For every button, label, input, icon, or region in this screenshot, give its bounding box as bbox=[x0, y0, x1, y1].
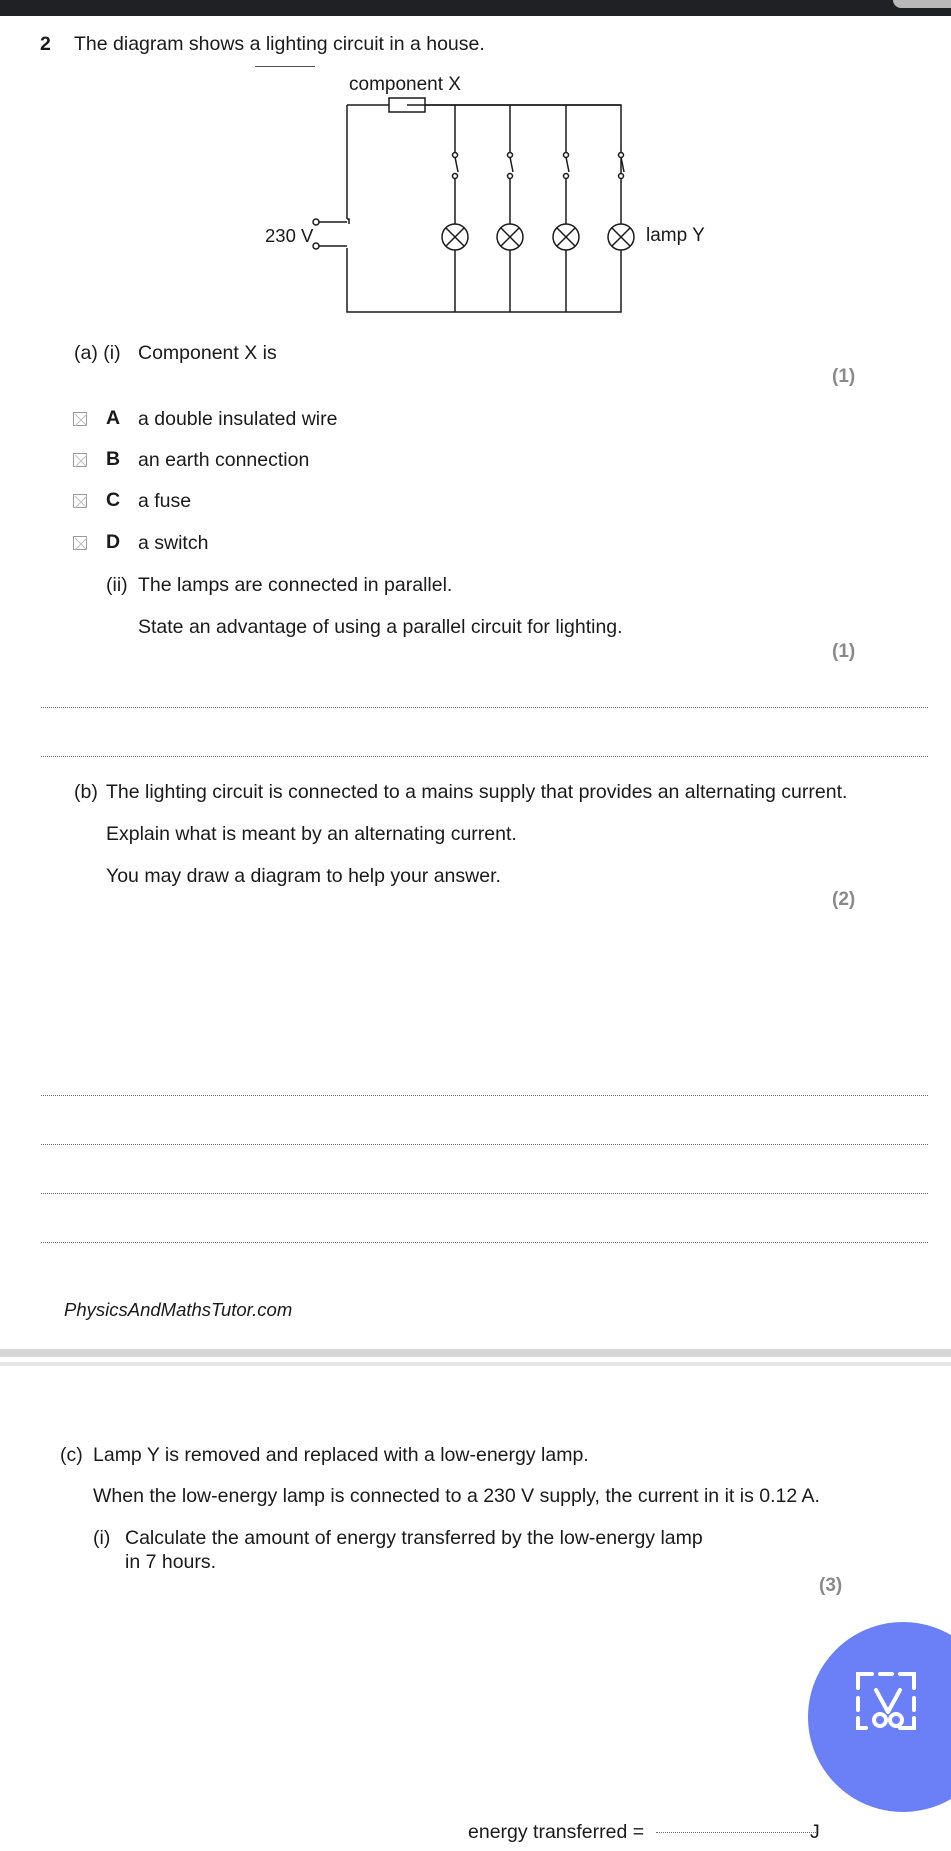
part-b-prompt: Explain what is meant by an alternating current. bbox=[106, 823, 517, 845]
screenshot-crop-button[interactable] bbox=[808, 1622, 951, 1812]
answer-line[interactable] bbox=[41, 756, 928, 757]
part-a-ii-marks: (1) bbox=[832, 641, 856, 662]
status-bar-pill bbox=[893, 0, 951, 8]
energy-unit: J bbox=[810, 1821, 820, 1843]
option-d-text: a switch bbox=[138, 532, 209, 554]
energy-transferred-label: energy transferred = bbox=[468, 1821, 645, 1843]
answer-line[interactable] bbox=[41, 1095, 928, 1096]
part-c-statement: Lamp Y is removed and replaced with a low-energy lamp. bbox=[93, 1444, 589, 1466]
energy-answer-line[interactable] bbox=[656, 1832, 816, 1833]
question-stem: The diagram shows a lighting circuit in a house. bbox=[74, 33, 485, 55]
option-b-text: an earth connection bbox=[138, 449, 310, 471]
part-a-i-label: (a) (i) bbox=[74, 342, 121, 364]
option-d-checkbox[interactable] bbox=[73, 536, 87, 550]
part-c-i-marks: (3) bbox=[819, 1575, 843, 1596]
option-b-checkbox[interactable] bbox=[73, 453, 87, 467]
screenshot-crop-scissors-icon bbox=[852, 1666, 924, 1736]
lighting-circuit-diagram bbox=[255, 66, 725, 326]
option-c-checkbox[interactable] bbox=[73, 494, 87, 508]
part-a-ii-statement: The lamps are connected in parallel. bbox=[138, 574, 453, 596]
part-c-label: (c) bbox=[60, 1444, 83, 1466]
status-bar bbox=[0, 0, 951, 16]
part-a-i-marks: (1) bbox=[832, 366, 856, 387]
part-b-statement: The lighting circuit is connected to a mains supply that provides an alternating current. bbox=[106, 781, 848, 803]
option-d-letter: D bbox=[106, 531, 121, 553]
option-a-text: a double insulated wire bbox=[138, 408, 338, 430]
part-c-i-label: (i) bbox=[93, 1527, 111, 1549]
lamp-y-label: lamp Y bbox=[646, 225, 705, 246]
component-x-label: component X bbox=[349, 74, 461, 95]
part-a-ii-label: (ii) bbox=[106, 574, 128, 596]
option-c-text: a fuse bbox=[138, 490, 192, 512]
part-a-i-prompt: Component X is bbox=[138, 342, 277, 364]
question-number: 2 bbox=[40, 33, 51, 55]
option-b-letter: B bbox=[106, 448, 121, 470]
voltage-label: 230 V bbox=[265, 225, 314, 246]
part-b-label: (b) bbox=[74, 781, 98, 803]
part-b-marks: (2) bbox=[832, 889, 856, 910]
answer-line[interactable] bbox=[41, 1193, 928, 1194]
part-c-i-prompt-line2: in 7 hours. bbox=[125, 1551, 217, 1573]
part-b-hint: You may draw a diagram to help your answer. bbox=[106, 865, 501, 887]
option-a-letter: A bbox=[106, 407, 121, 429]
part-c-i-prompt-line1: Calculate the amount of energy transferred by the low-energy lamp bbox=[125, 1527, 703, 1549]
option-c-letter: C bbox=[106, 489, 121, 511]
page-separator bbox=[0, 1349, 951, 1357]
part-a-ii-prompt: State an advantage of using a parallel circuit for lighting. bbox=[138, 616, 623, 638]
option-a-checkbox[interactable] bbox=[73, 412, 87, 426]
answer-line[interactable] bbox=[41, 707, 928, 708]
part-c-detail: When the low-energy lamp is connected to a 230 V supply, the current in it is 0.12 A. bbox=[93, 1485, 820, 1507]
answer-line[interactable] bbox=[41, 1144, 928, 1145]
page-separator bbox=[0, 1362, 951, 1366]
watermark: PhysicsAndMathsTutor.com bbox=[64, 1299, 293, 1320]
answer-line[interactable] bbox=[41, 1242, 928, 1243]
